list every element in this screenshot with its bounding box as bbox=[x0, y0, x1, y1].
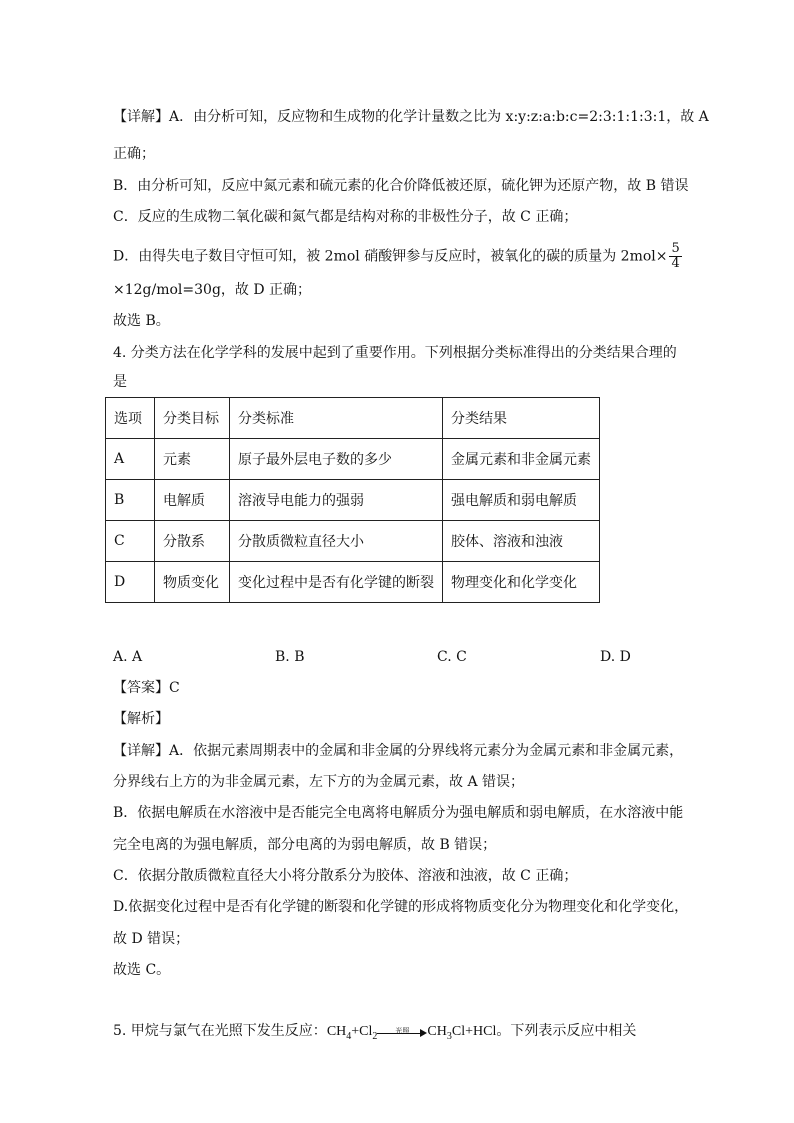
detail-b-line: B．由分析可知，反应中氮元素和硫元素的化合价降低被还原，硫化钾为还原产物，故 B 错误 bbox=[113, 178, 689, 194]
table-cell: C bbox=[106, 521, 155, 562]
q4-detail-line4: 完全电离的为强电解质，部分电离的为弱电解质，故 B 错误； bbox=[113, 837, 497, 853]
table-cell: A bbox=[106, 439, 155, 480]
q4-detail-line8: 故选 C。 bbox=[113, 962, 171, 978]
header-cell: 选项 bbox=[106, 398, 155, 439]
subscript: 3 bbox=[446, 1030, 452, 1042]
table-cell: 强电解质和弱电解质 bbox=[443, 480, 600, 521]
reaction-arrow-icon bbox=[377, 1025, 427, 1039]
q4-detail-line1: 【详解】A．依据元素周期表中的金属和非金属的分界线将元素分为金属元素和非金属元素， bbox=[113, 743, 684, 759]
table-cell: 物质变化 bbox=[155, 562, 230, 603]
table-cell: D bbox=[106, 562, 155, 603]
table-cell: 物理变化和化学变化 bbox=[443, 562, 600, 603]
table-cell: 原子最外层电子数的多少 bbox=[230, 439, 443, 480]
q5-prefix: 5. 甲烷与氯气在光照下发生反应： bbox=[113, 1023, 327, 1039]
table-cell: 胶体、溶液和浊液 bbox=[443, 521, 600, 562]
option-d: D. D bbox=[600, 649, 631, 665]
table-cell: 电解质 bbox=[155, 480, 230, 521]
plus-sign: + bbox=[465, 1024, 473, 1039]
formula-ch3cl-tail: Cl bbox=[451, 1024, 466, 1039]
answer-line: 【答案】C bbox=[113, 680, 180, 696]
table-cell: 元素 bbox=[155, 439, 230, 480]
header-cell: 分类结果 bbox=[443, 398, 600, 439]
fraction-denominator: 4 bbox=[671, 256, 680, 271]
choose-b-line: 故选 B。 bbox=[113, 313, 170, 329]
formula-hcl: HCl bbox=[473, 1024, 497, 1039]
option-a: A. A bbox=[113, 649, 143, 665]
reaction-equation bbox=[326, 1024, 497, 1042]
table-row bbox=[106, 480, 600, 521]
fraction bbox=[669, 242, 681, 271]
detail-d-line1 bbox=[113, 242, 682, 271]
q4-detail-line5: C．依据分散质微粒直径大小将分散系分为胶体、溶液和浊液，故 C 正确； bbox=[113, 868, 578, 884]
formula-cl2: Cl bbox=[359, 1024, 373, 1039]
table-header-row bbox=[106, 398, 600, 439]
option-c: C. C bbox=[437, 649, 467, 665]
header-cell: 分类标准 bbox=[230, 398, 443, 439]
formula-ch3cl: CH bbox=[427, 1024, 447, 1039]
table-cell: B bbox=[106, 480, 155, 521]
q4-detail-line2: 分界线右上方的为非金属元素，左下方的为金属元素，故 A 错误； bbox=[113, 774, 525, 790]
fraction-numerator: 5 bbox=[671, 241, 680, 256]
reaction-condition: 光照 bbox=[395, 1026, 410, 1035]
table-row bbox=[106, 521, 600, 562]
detail-d-text: D．由得失电子数目守恒可知，被 2mol 硝酸钾参与反应时，被氧化的碳的质量为 2mol× bbox=[113, 248, 668, 265]
table-cell: 分散系 bbox=[155, 521, 230, 562]
table-cell: 金属元素和非金属元素 bbox=[443, 439, 600, 480]
table-row bbox=[106, 439, 600, 480]
detail-c-line: C．反应的生成物二氧化碳和氮气都是结构对称的非极性分子，故 C 正确； bbox=[113, 209, 578, 225]
option-b: B. B bbox=[275, 649, 305, 665]
detail-a-line2: 正确； bbox=[113, 146, 155, 162]
table-row bbox=[106, 562, 600, 603]
q4-detail-line7: 故 D 错误； bbox=[113, 931, 190, 947]
q4-detail-line6: D.依据变化过程中是否有化学键的断裂和化学键的形成将物质变化分为物理变化和化学变化， bbox=[113, 899, 689, 915]
table-cell: 分散质微粒直径大小 bbox=[230, 521, 443, 562]
plus-sign: + bbox=[351, 1024, 360, 1039]
table-cell: 变化过程中是否有化学键的断裂 bbox=[230, 562, 443, 603]
table-cell: 溶液导电能力的强弱 bbox=[230, 480, 443, 521]
formula-ch4: CH bbox=[326, 1024, 347, 1039]
subscript: 4 bbox=[346, 1030, 352, 1042]
q5-stem-line bbox=[113, 1021, 636, 1047]
q5-suffix: 。下列表示反应中相关 bbox=[496, 1023, 637, 1039]
header-cell: 分类目标 bbox=[155, 398, 230, 439]
q4-stem-line1: 4. 分类方法在化学学科的发展中起到了重要作用。下列根据分类标准得出的分类结果合理的 bbox=[113, 345, 677, 361]
detail-a-line1: 【详解】A．由分析可知，反应物和生成物的化学计量数之比为 x:y:z:a:b:c=2:3:1:1:3:1，故 A bbox=[113, 109, 709, 125]
subscript: 2 bbox=[372, 1030, 378, 1042]
analysis-heading: 【解析】 bbox=[113, 711, 169, 727]
classification-table bbox=[105, 397, 600, 603]
q4-detail-line3: B．依据电解质在水溶液中是否能完全电离将电解质分为强电解质和弱电解质，在水溶液中能 bbox=[113, 805, 684, 821]
q4-stem-line2: 是 bbox=[113, 374, 127, 390]
detail-d-line2: ×12g/mol=30g，故 D 正确； bbox=[113, 282, 312, 298]
